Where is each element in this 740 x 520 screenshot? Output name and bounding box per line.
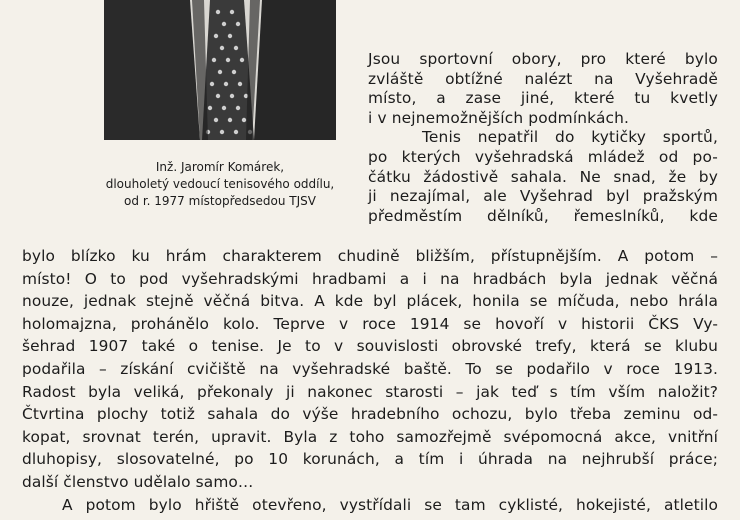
caption-line: dlouholetý vedoucí tenisového oddílu, — [105, 177, 335, 191]
right-column-text — [368, 50, 718, 226]
text-line: další členstvo udělalo samo… — [22, 472, 254, 491]
text-line: dluhopisy, slosovatelné, po 10 korunách, a tím i úhrada na nejhrubší práce; — [22, 450, 718, 469]
caption-line: od r. 1977 místopředsedou TJSV — [124, 194, 316, 208]
portrait-photo — [104, 0, 336, 140]
text-line: A potom bylo hřiště otevřeno, vystřídali se tam cyklisté, hokejisté, atletilo — [62, 495, 718, 514]
text-line: nouze, jednak stejně věčná bitva. A kde byl plácek, honila se míčuda, nebo hrála — [22, 292, 718, 311]
text-line: po kterých vyšehradská mládež od po- — [368, 147, 718, 166]
text-line: zvláště obtížné nalézt na Vyšehradě — [368, 69, 718, 88]
text-line: Tenis nepatřil do kytičky sportů, — [422, 128, 718, 147]
full-width-text — [22, 245, 718, 516]
text-line: místo, a zase jiné, které tu kvetly — [368, 89, 718, 108]
text-line: holomajzna, prohánělo kolo. Teprve v roce 1914 se hovoří v historii ČKS Vy- — [22, 314, 718, 333]
text-line: Radost byla veliká, překonaly ji nakonec starosti – jak teď s tím vším naložit? — [22, 382, 718, 401]
portrait-image — [104, 0, 336, 140]
text-line: bylo blízko ku hrám charakterem chudině bližším, přístupnějším. A potom – — [22, 247, 718, 265]
text-line: místo! O to pod vyšehradskými hradbami a i na hradbách byla jednak věčná — [22, 269, 718, 288]
text-line: kopat, srovnat terén, upravit. Byla z toho samozřejmě svépomocná akce, vnitřní — [22, 427, 718, 446]
text-line: Jsou sportovní obory, pro které bylo — [368, 50, 718, 68]
text-line: Čtvrtina plochy totiž sahala do výše hradebního ochozu, bylo třeba zeminu od- — [22, 405, 718, 424]
text-line: šehrad 1907 také o tenise. Je to v souvislosti obrovské trefy, která se klubu — [22, 337, 718, 356]
text-line: čátku žádostivě sahala. Ne snad, že by — [368, 167, 718, 186]
text-line: i v nejnemožnějších podmínkách. — [368, 108, 630, 127]
caption-line: Inž. Jaromír Komárek, — [155, 160, 285, 174]
text-line: podařila – získání cvičiště na vyšehradské baště. To se podařilo v roce 1913. — [22, 359, 718, 378]
text-line: předměstím dělníků, řemeslníků, kde — [368, 206, 718, 225]
text-line: ji nezajímal, ale Vyšehrad byl pražským — [368, 187, 718, 206]
